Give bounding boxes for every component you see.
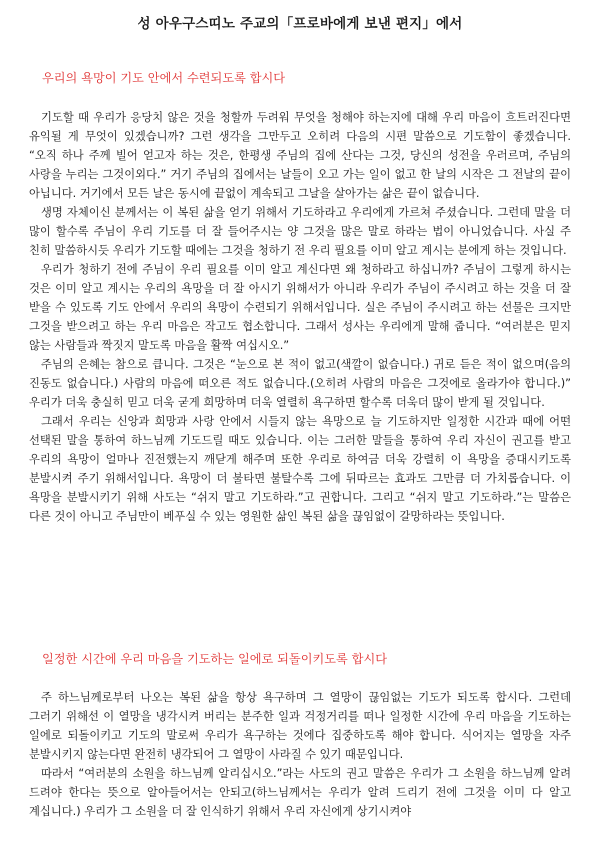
section-2-paragraph-2: 따라서 “여러분의 소원을 하느님께 알리십시오.”라는 사도의 권고 말씀은 우리가 그 소원을 하느님께 알려 드려야 한다는 뜻으로 알아들어서는 안되고(하느님께서는 우리가 알려 드리기 전에 그것을 이미 다 알고 계십니다.) 우리가 그 소원을 더 잘 인식하기 위해서 우리 자신에게 상기시켜야 [29,767,571,818]
section-1-paragraph-3: 우리가 청하기 전에 주님이 우리 필요를 이미 알고 계신다면 왜 청하라고 하십니까? 주님이 그렇게 하시는 것은 이미 알고 계시는 우리의 욕망을 더 잘 아시기 위해서가 아니라 우리가 주님이 주시려고 하는 것을 더 잘 받을 수 있도록 기도 안에서 우리의 욕망이 수련되기 위해서입니다. 실은 주님이 주시려고 하는 선물은 크지만 그것을 받으려고 하는 우리 마음은 작고도 협소합니다. 그래서 성사는 우리에게 말해 줍니다. “여러분은 믿지 않는 사람들과 짝짓지 말도록 마음을 활짝 여십시오.” [29,263,571,352]
section-1-paragraph-4: 주님의 은혜는 참으로 큽니다. 그것은 “눈으로 본 적이 없고(색깔이 없습니다.) 귀로 듣은 적이 없으며(음의 진동도 없습니다.) 사람의 마음에 떠오른 적도 없습니다.(오히려 사람의 마음은 그것에로 올라가야 합니다.)” 우리가 더욱 충실히 믿고 더욱 굳게 희망하며 더욱 열렬히 욕구하면 할수록 더욱더 많이 받게 될 것입니다. [29,358,571,409]
section-2-paragraph-1: 주 하느님께로부터 나오는 복된 삶을 항상 욕구하며 그 열망이 끊임없는 기도가 되도록 합시다. 그런데 그러기 위해선 이 열망을 냉각시켜 버리는 분주한 일과 걱정거리를 떠나 일정한 시간에 우리 마음을 기도하는 일에로 되돌이키고 기도의 말로써 우리가 욕구하는 것에다 집중하도록 해야 합니다. 식어지는 열망을 자주 분발시키지 않는다면 완전히 냉각되어 그 열망이 사라질 수 있기 때문입니다. [29,691,571,761]
section-1-paragraph-5: 그래서 우리는 신앙과 희망과 사랑 안에서 시들지 않는 욕망으로 늘 기도하지만 일정한 시간과 때에 어떤 선택된 말을 통하여 하느님께 기도드릴 때도 있습니다. 이는 그러한 말들을 통하여 우리 자신이 권고를 받고 우리의 욕망이 얼마나 진전했는지 깨닫게 해주며 또한 우리로 하여금 더욱 강렬히 이 욕망을 증대시키도록 분발시켜 주기 위해서입니다. 욕망이 더 불타면 불탈수록 그에 뒤따르는 효과도 그만큼 더 가치롭습니다. 이 욕망을 분발시키기 위해 사도는 “쉬지 말고 기도하라.”고 권합니다. 그리고 “쉬지 말고 기도하라.”는 말씀은 다른 것이 아니고 주님만이 베푸실 수 있는 영원한 삶인 복된 삶을 끊임없이 갈망하라는 뜻입니다. [29,415,571,523]
document-title: 성 아우구스띠노 주교의「프로바에게 보낸 편지」에서 [137,16,463,32]
section-2-body [29,688,571,821]
section-1-body [29,108,571,526]
section-2-heading: 일정한 시간에 우리 마음을 기도하는 일에로 되돌이키도록 합시다 [42,652,387,666]
section-1-paragraph-1: 기도할 때 우리가 응당치 않은 것을 청할까 두려워 무엇을 청해야 하는지에 대해 우리 마음이 흐트러진다면 유익될 게 무엇이 있겠습니까? 그런 생각을 그만두고 오히려 다음의 시편 말씀으로 기도함이 좋겠습니다. “오직 하나 주께 빌어 얻고자 하는 것은, 한평생 주님의 집에 산다는 그것, 당신의 성전을 우러르며, 주님의 사랑을 누리는 그것이외다.” 거기 주님의 집에서는 날들이 오고 가는 일이 없고 한 날의 시작은 그 전날의 끝이 아닙니다. 거기에서 모든 날은 동시에 끝없이 계속되고 그날을 살아가는 삶은 끝이 없습니다. [29,111,571,200]
section-1-heading: 우리의 욕망이 기도 안에서 수련되도록 합시다 [42,71,286,85]
section-1-paragraph-2: 생명 자체이신 분께서는 이 복된 삶을 얻기 위해서 기도하라고 우리에게 가르쳐 주셨습니다. 그런데 말을 더 많이 할수록 주님이 우리 기도를 더 잘 들어주시는 양 그것을 많은 말로 하라는 법이 아니었습니다. 사실 주 친히 말씀하시듯 우리가 기도할 때에는 그것을 청하기 전 우리 필요를 이미 알고 계시는 분에게 하는 것입니다. [29,206,571,257]
